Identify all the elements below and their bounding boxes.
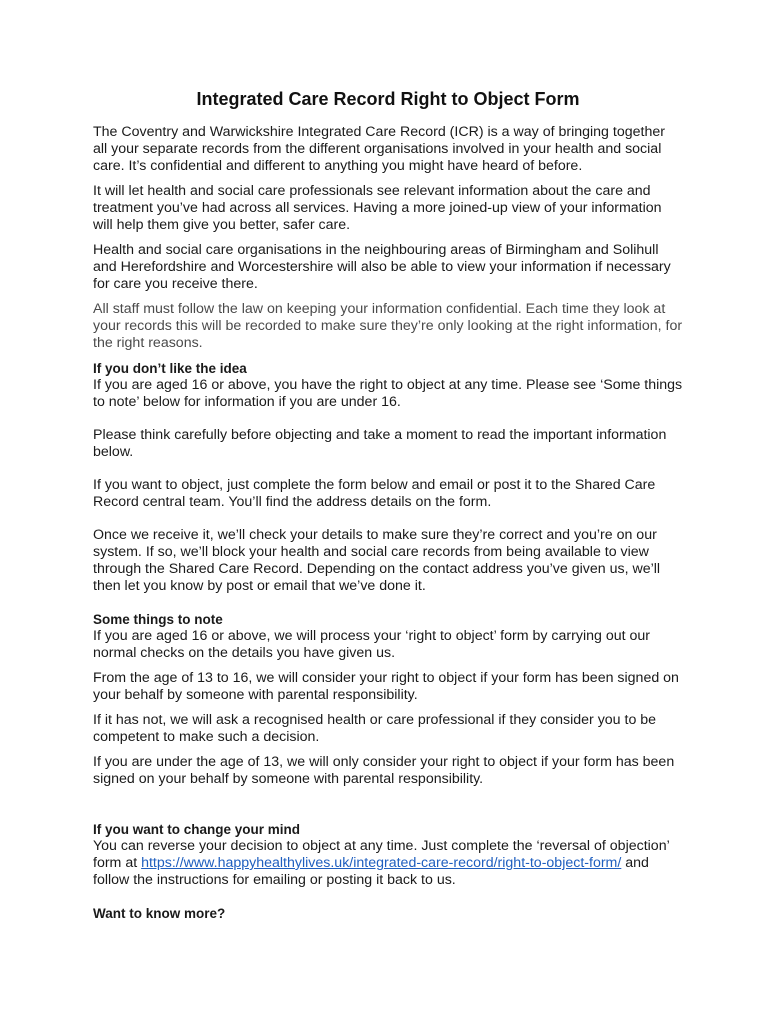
section-heading-want-to-know-more: Want to know more? [93, 906, 226, 921]
change-mind-paragraph [93, 838, 683, 889]
intro-paragraph-3: Health and social care organisations in the neighbouring areas of Birmingham and Solihull and Herefordshire and Worcestershire will also be able to view your information if necessary for care you receive there. [93, 242, 671, 292]
change-mind-text-before: You can reverse your decision to object at any time. Just complete the ‘reversal of objection’ form at [93, 838, 670, 871]
dont-like-paragraph-4: Once we receive it, we’ll check your details to make sure they’re correct and you’re on our system. If so, we’ll block your health and social care records from being available to view through the Shared Care Record. Depending on the contact address you’ve given us, we’ll then let you know by post or email that we’ve done it. [93, 527, 661, 594]
dont-like-paragraph-1: If you are aged 16 or above, you have the right to object at any time. Please see ‘Some things to note’ below for information if you are under 16. [93, 377, 683, 410]
document-page [93, 88, 683, 922]
dont-like-paragraph-2: Please think carefully before objecting and take a moment to read the important information below. [93, 427, 667, 460]
page-title: Integrated Care Record Right to Object Form [196, 89, 580, 109]
section-heading-some-things-to-note: Some things to note [93, 612, 223, 627]
dont-like-paragraph-3: If you want to object, just complete the form below and email or post it to the Shared Care Record central team. You’ll find the address details on the form. [93, 477, 656, 510]
change-mind-text-after: and follow the instructions for emailing or posting it back to us. [93, 855, 649, 888]
note-paragraph-3: If it has not, we will ask a recognised health or care professional if they consider you to be competent to make such a decision. [93, 712, 657, 745]
note-paragraph-2: From the age of 13 to 16, we will consider your right to object if your form has been signed on your behalf by someone with parental responsibility. [93, 670, 679, 703]
section-heading-change-mind: If you want to change your mind [93, 822, 301, 837]
intro-paragraph-1: The Coventry and Warwickshire Integrated Care Record (ICR) is a way of bringing together all your separate records from the different organisations involved in your health and social care. It’s confidential and different to anything you might have heard of before. [93, 124, 665, 174]
note-paragraph-1: If you are aged 16 or above, we will process your ‘right to object’ form by carrying out our normal checks on the details you have given us. [93, 628, 650, 661]
intro-paragraph-2: It will let health and social care professionals see relevant information about the care and treatment you’ve had across all services. Having a more joined-up view of your information will help them give you better, safer care. [93, 183, 662, 233]
right-to-object-form-link[interactable]: https://www.happyhealthylives.uk/integrated-care-record/right-to-object-form/ [141, 855, 622, 871]
intro-paragraph-4: All staff must follow the law on keeping your information confidential. Each time they look at your records this will be recorded to make sure they’re only looking at the right information, for the right reasons. [93, 301, 683, 351]
note-paragraph-4: If you are under the age of 13, we will only consider your right to object if your form has been signed on your behalf by someone with parental responsibility. [93, 754, 675, 787]
section-heading-dont-like: If you don’t like the idea [93, 361, 247, 376]
